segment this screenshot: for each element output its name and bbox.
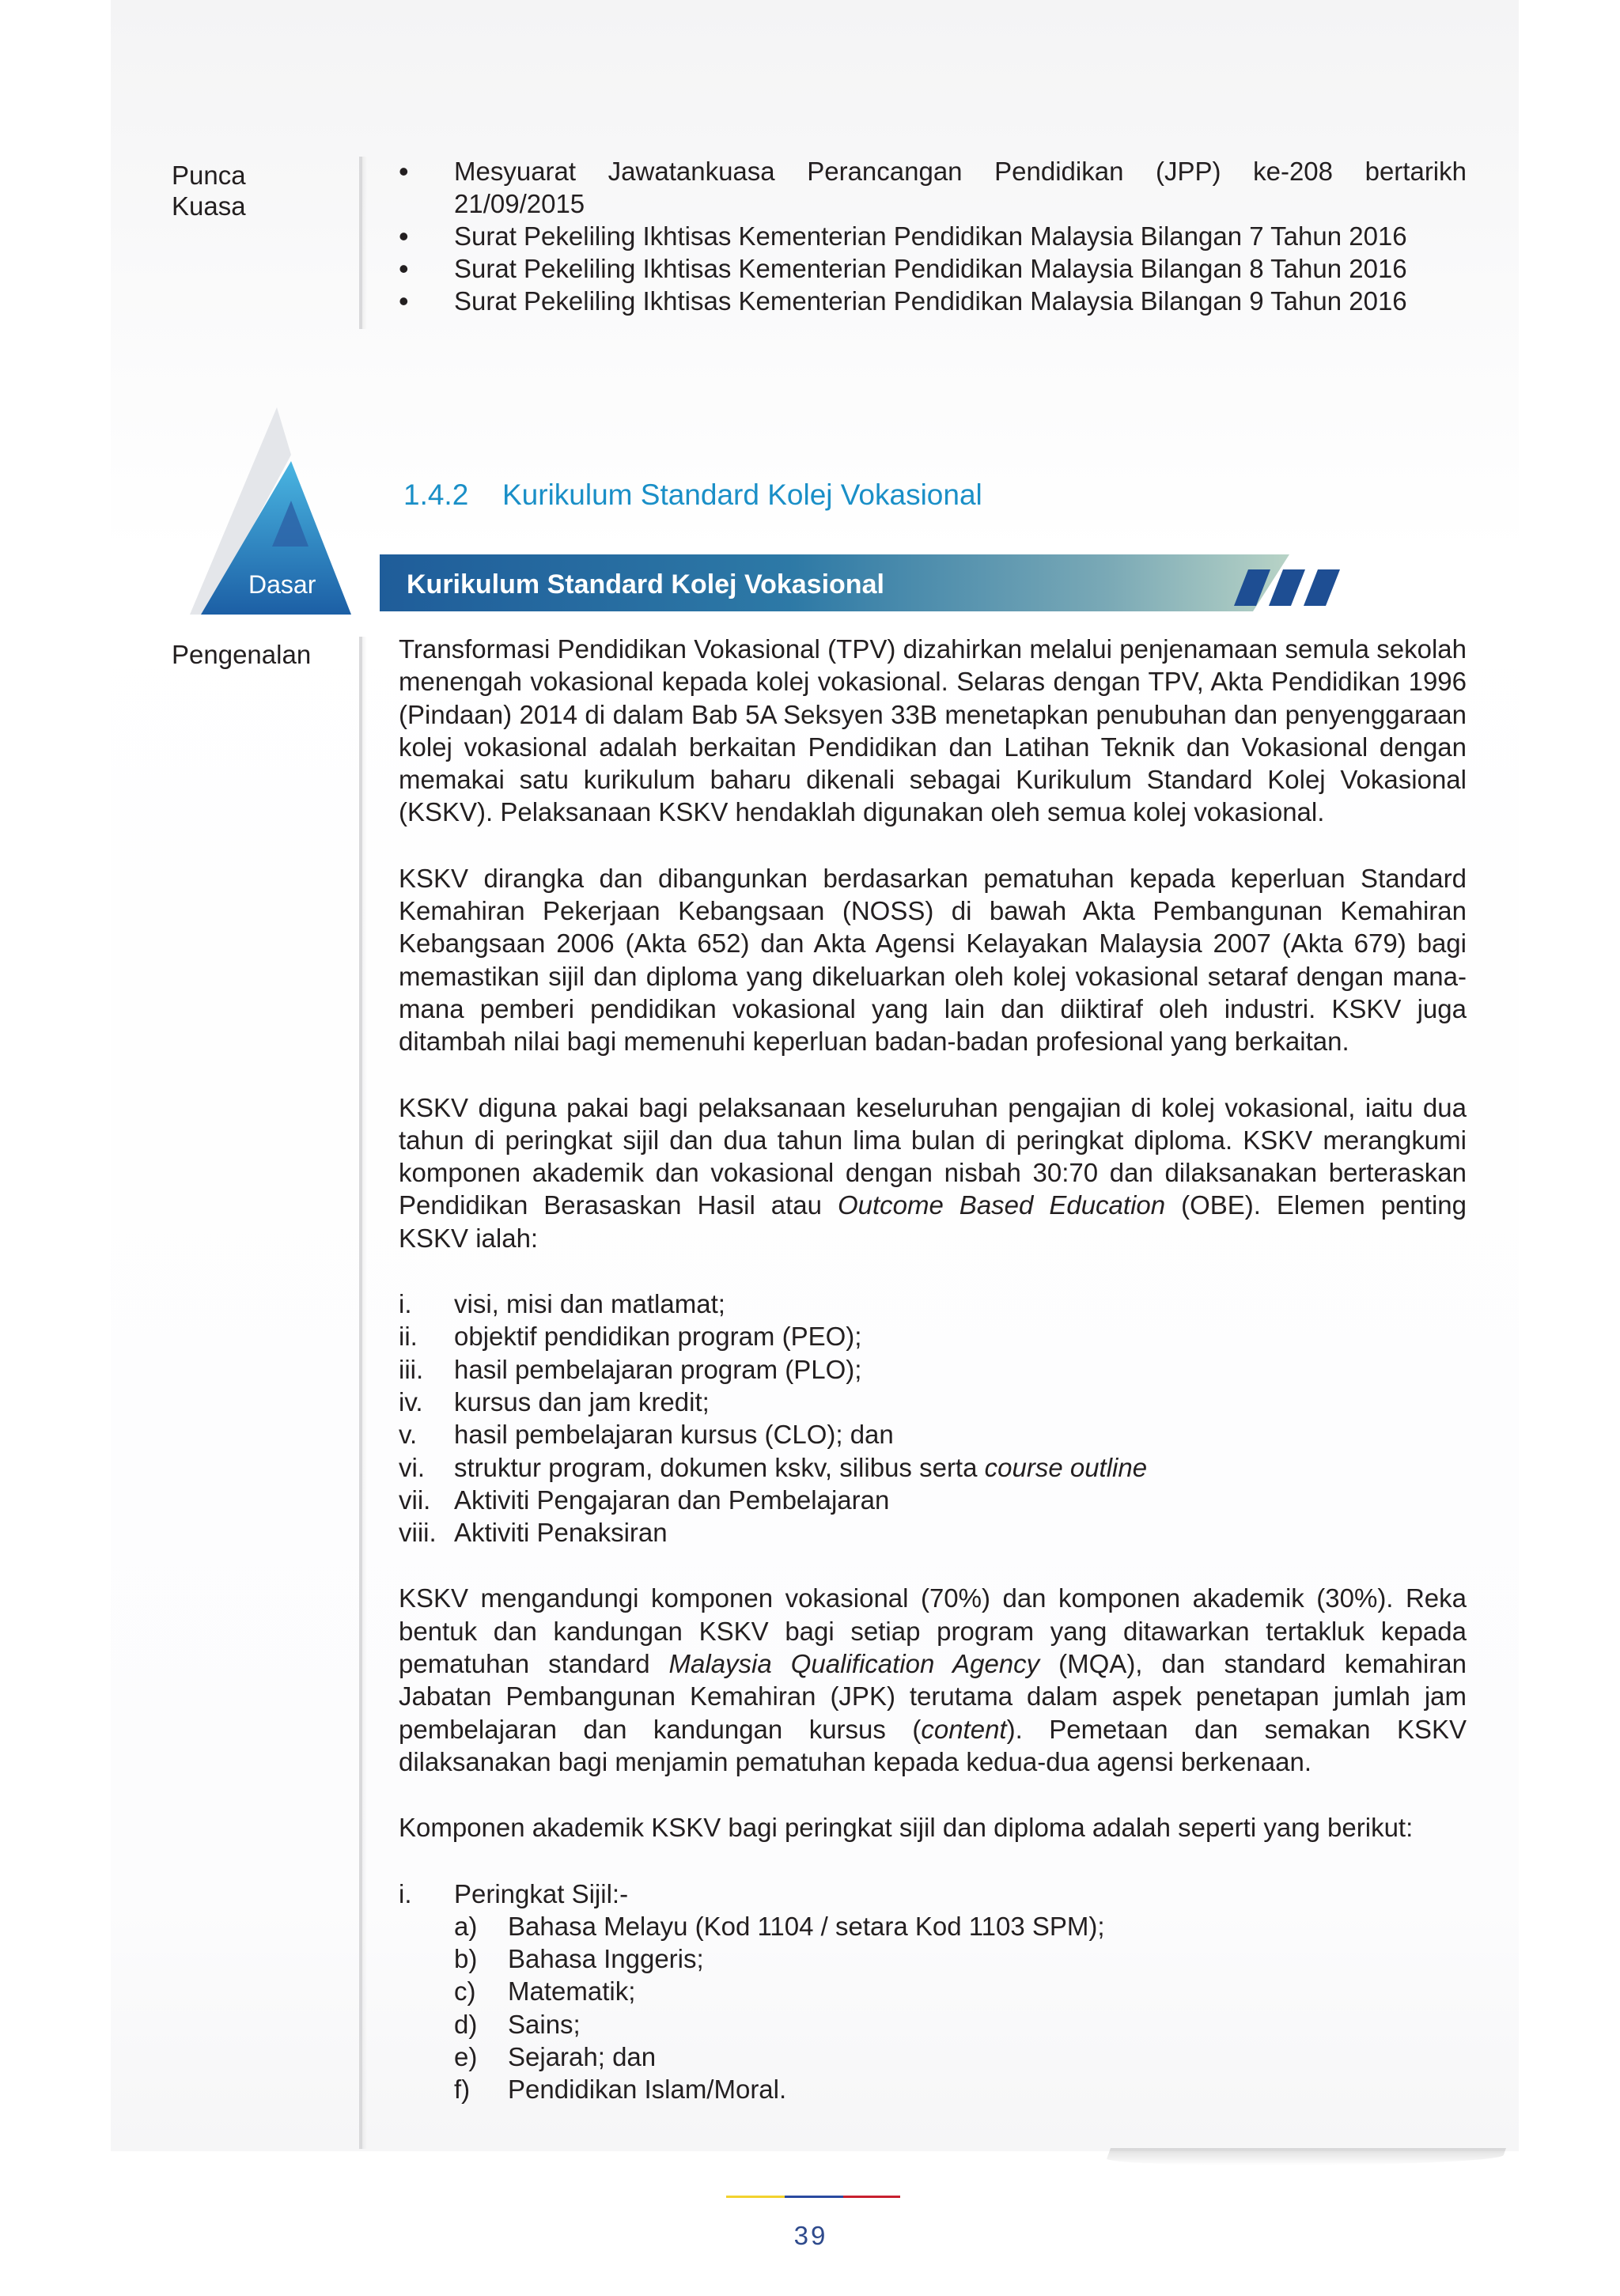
paragraph-3: KSKV diguna pakai bagi pelaksanaan keseluruhan pengajian di kolej vokasional, iaitu dua tahun di peringkat sijil dan dua tahun lima bulan di peringkat diploma. KSKV merangkumi komponen akademik dan vokasional dengan nisbah 30:70 dan dilaksanakan berteraskan Pendidikan Berasaskan Hasil atau Outcome Based Education (OBE). Elemen penting KSKV ialah:: [399, 1092, 1467, 1253]
punca-item-1-cont: 21/09/2015: [454, 189, 585, 218]
section-number: 1.4.2: [403, 478, 469, 511]
page-curl-shadow: [1104, 2148, 1506, 2166]
section-heading: [403, 478, 982, 512]
list-item: d) Sains;: [454, 2009, 581, 2039]
paragraph-1: Transformasi Pendidikan Vokasional (TPV) dizahirkan melalui penjenamaan semula sekolah menengah vokasional kepada kolej vokasional. Selaras dengan TPV, Akta Pendidikan 1996 (Pindaan) 2014 di dalam Bab 5A Seksyen 33B menetapkan penubuhan dan penyenggaraan kolej vokasional adalah berkaitan Pendidikan dan Latihan Teknik dan Vokasional dengan memakai satu kurikulum baharu dikenali sebagai Kurikulum Standard Kolej Vokasional (KSKV). Pelaksanaan KSKV hendaklah digunakan oleh semua kolej vokasional.: [399, 634, 1467, 827]
list-item: f) Pendidikan Islam/Moral.: [454, 2075, 787, 2105]
paragraph-4: KSKV mengandungi komponen vokasional (70%) dan komponen akademik (30%). Reka bentuk dan kandungan KSKV bagi setiap program yang ditawarkan tertakluk kepada pematuhan standard Malaysia Qualification Agency (MQA), dan standard kemahiran Jabatan Pembangunan Kemahiran (JPK) terutama dalam aspek penetapan jumlah jam pembelajaran dan kandungan kursus (content). Pemetaan dan semakan KSKV dilaksanakan bagi menjamin pematuhan kepada kedua-dua agensi berkenaan.: [399, 1583, 1467, 1776]
list-item: v. hasil pembelajaran kursus (CLO); dan: [399, 1420, 894, 1450]
list-item: a) Bahasa Melayu (Kod 1104 / setara Kod 1103 SPM);: [454, 1911, 1105, 1941]
paragraph-5: Komponen akademik KSKV bagi peringkat sijil dan diploma adalah seperti yang berikut:: [399, 1813, 1414, 1843]
footer-stripe-yellow: [726, 2196, 785, 2198]
list-item: iv. kursus dan jam kredit;: [399, 1386, 710, 1417]
banner-title: Kurikulum Standard Kolej Vokasional: [407, 569, 884, 600]
list-item: c) Matematik;: [454, 1976, 636, 2007]
pengenalan-label: Pengenalan: [172, 640, 312, 669]
punca-item-4: • Surat Pekeliling Ikhtisas Kementerian Pendidikan Malaysia Bilangan 9 Tahun 2016: [399, 285, 1467, 317]
list-item: i. visi, misi dan matlamat;: [399, 1289, 725, 1319]
punca-kuasa-list: [399, 155, 1467, 317]
dasar-tag: Dasar: [248, 570, 316, 599]
punca-label-line2: Kuasa: [172, 191, 246, 221]
section-title: Kurikulum Standard Kolej Vokasional: [502, 478, 982, 511]
list-item: iii. hasil pembelajaran program (PLO);: [399, 1354, 862, 1384]
subjects-list: [399, 1910, 1467, 2106]
punca-item-3: • Surat Pekeliling Ikhtisas Kementerian Pendidikan Malaysia Bilangan 8 Tahun 2016: [399, 252, 1467, 285]
pengenalan-divider: [359, 637, 362, 2149]
list-item: b) Bahasa Inggeris;: [454, 1944, 704, 1974]
pengenalan-body: [399, 633, 1467, 2106]
punca-kuasa-label: [172, 160, 246, 221]
punca-label-line1: Punca: [172, 161, 246, 190]
banner-stripes-decoration: [1234, 569, 1361, 607]
footer-stripe-red: [843, 2196, 900, 2198]
page-number: 39: [793, 2221, 828, 2250]
punca-item-1: • Mesyuarat Jawatankuasa Perancangan Pendidikan (JPP) ke-208 bertarikh: [399, 155, 1467, 187]
list-item: vi. struktur program, dokumen kskv, silibus serta course outline: [399, 1452, 1148, 1482]
list-item: ii. objektif pendidikan program (PEO);: [399, 1322, 862, 1352]
paragraph-2: KSKV dirangka dan dibangunkan berdasarkan pematuhan kepada keperluan Standard Kemahiran Pekerjaan Kebangsaan (NOSS) di bawah Akta Pembangunan Kemahiran Kebangsaan 2006 (Akta 652) dan Akta Agensi Kelayakan Malaysia 2007 (Akta 679) bagi memastikan sijil dan diploma yang dikeluarkan oleh kolej vokasional setaraf dengan mana-mana pemberi pendidikan vokasional yang lain dan diiktiraf oleh industri. KSKV juga ditambah nilai bagi memenuhi keperluan badan-badan profesional yang berkaitan.: [399, 863, 1467, 1057]
list-item: e) Sejarah; dan: [454, 2041, 657, 2071]
elements-list: [399, 1288, 1467, 1549]
punca-divider: [359, 157, 362, 329]
list-item: vii. Aktiviti Pengajaran dan Pembelajaran: [399, 1485, 890, 1515]
level-item: i. Peringkat Sijil:-: [399, 1878, 629, 1908]
punca-item-2: • Surat Pekeliling Ikhtisas Kementerian Pendidikan Malaysia Bilangan 7 Tahun 2016: [399, 220, 1467, 252]
list-item: viii. Aktiviti Penaksiran: [399, 1518, 668, 1548]
footer-stripe-blue: [785, 2196, 843, 2198]
